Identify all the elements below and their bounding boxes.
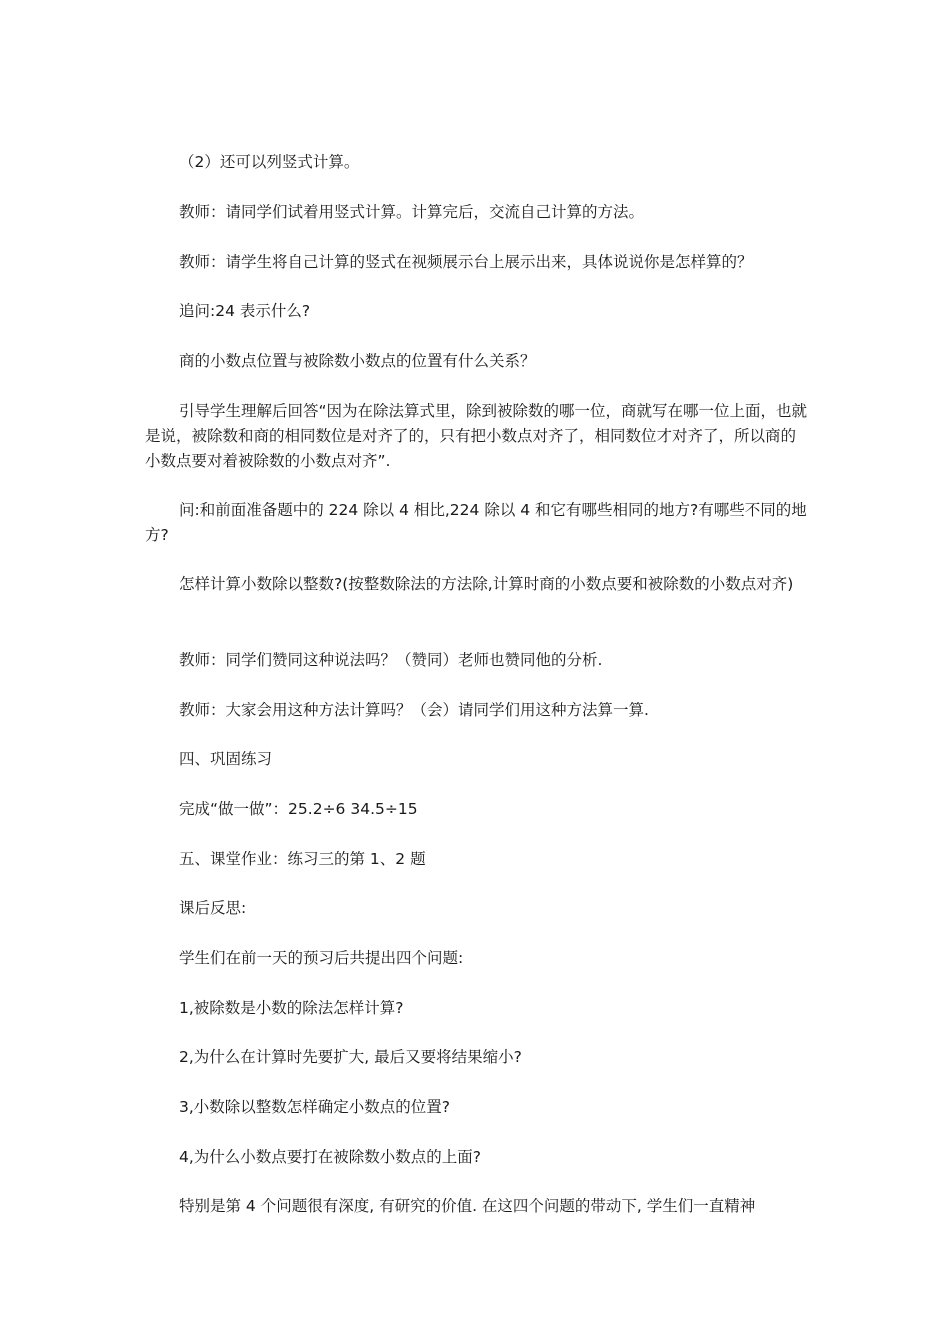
- paragraph-how-to-calc: 怎样计算小数除以整数?(按整数除法的方法除,计算时商的小数点要和被除数的小数点对齐): [179, 575, 794, 593]
- paragraph-four-questions: 学生们在前一天的预习后共提出四个问题:: [179, 949, 464, 967]
- paragraph-follow-up: 追问:24 表示什么?: [179, 302, 311, 320]
- question-item-4: 4,为什么小数点要打在被除数小数点的上面?: [179, 1148, 482, 1166]
- paragraph-compare-question: 问:和前面准备题中的 224 除以 4 相比,224 除以 4 和它有哪些相同的地方?有哪些不同的地方?: [145, 501, 807, 544]
- question-item-1: 1,被除数是小数的除法怎样计算?: [179, 999, 404, 1017]
- section-heading-practice: 四、巩固练习: [179, 750, 273, 768]
- paragraph-teacher-use-method: 教师：大家会用这种方法计算吗？（会）请同学们用这种方法算一算.: [179, 701, 649, 719]
- paragraph-teacher-agree: 教师：同学们赞同这种说法吗？（赞同）老师也赞同他的分析.: [179, 651, 603, 669]
- paragraph-teacher-try: 教师：请同学们试着用竖式计算。计算完后，交流自己计算的方法。: [179, 203, 645, 221]
- paragraph-reflection-heading: 课后反思:: [179, 899, 247, 917]
- question-item-3: 3,小数除以整数怎样确定小数点的位置?: [179, 1098, 451, 1116]
- paragraph-relation-question: 商的小数点位置与被除数小数点的位置有什么关系？: [179, 352, 536, 370]
- paragraph-vertical-calc: （2）还可以列竖式计算。: [179, 153, 360, 171]
- paragraph-depth-comment: 特别是第 4 个问题很有深度, 有研究的价值. 在这四个问题的带动下, 学生们一直精神: [179, 1197, 756, 1215]
- section-heading-homework: 五、课堂作业：练习三的第 1、2 题: [179, 850, 426, 868]
- paragraph-guided-answer: 引导学生理解后回答“因为在除法算式里，除到被除数的哪一位，商就写在哪一位上面，也就是说，被除数和商的相同数位是对齐了的，只有把小数点对齐了，相同数位才对齐了，所以商的小数点要对着被除数的小数点对齐”.: [145, 402, 808, 470]
- question-item-2: 2,为什么在计算时先要扩大, 最后又要将结果缩小?: [179, 1048, 522, 1066]
- paragraph-teacher-show: 教师：请学生将自己计算的竖式在视频展示台上展示出来，具体说说你是怎样算的？: [179, 253, 753, 271]
- paragraph-do-it: 完成“做一做”：25.2÷6 34.5÷15: [179, 800, 418, 818]
